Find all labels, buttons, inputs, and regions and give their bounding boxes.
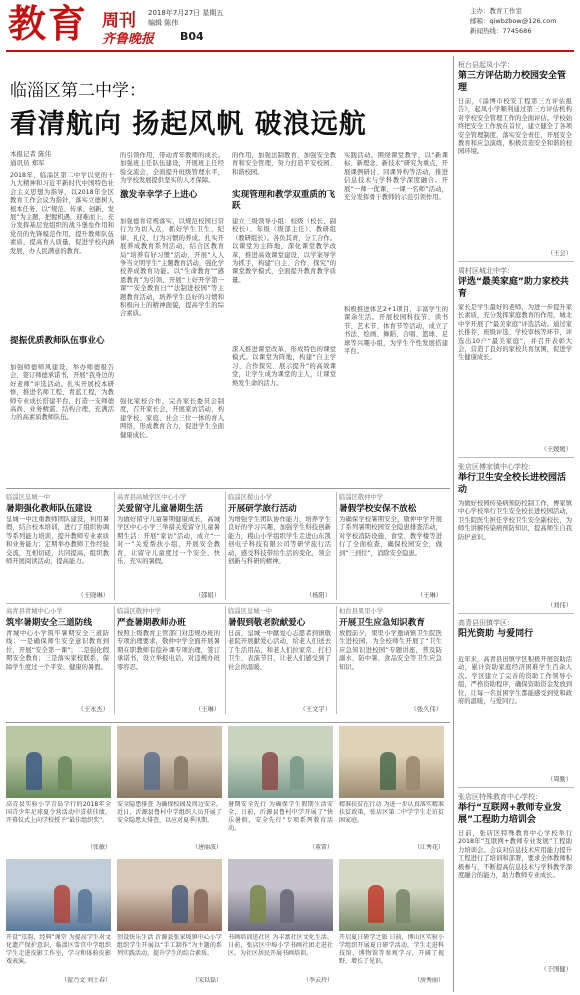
photo-figure xyxy=(396,889,410,923)
photo-credit: （李云玲） xyxy=(302,977,333,984)
news-photo xyxy=(117,726,222,798)
masthead xyxy=(0,0,580,50)
brief-author: （张久伟） xyxy=(410,706,442,713)
brief-author: （杨阳） xyxy=(305,592,331,599)
brief-item xyxy=(6,606,111,716)
photo-credit: （江秀花） xyxy=(413,844,444,851)
photo-caption: 高青县实验小学青岛学行的2018年全国青少年足球夏令营活动中喜获佳绩，开幕仪式上向学校授予“最佳组织奖”。 xyxy=(6,801,111,824)
sidebar-region: 周村区城北中学： xyxy=(458,267,514,275)
photo-caption: 开启夏日研学之旅 日前，博山区实验小学组织开展夏日研学活动，学生走进科技馆、博物馆等参观学习，开阔了视野，增长了见识。 xyxy=(339,934,444,965)
sidebar-title: 第三方评估助力校园安全管理 xyxy=(458,71,567,93)
brief-author: （王文宇） xyxy=(299,706,331,713)
brief-region: 高青县青城中心小学 xyxy=(6,608,63,615)
lead-paragraph: 加强师德师风建设，举办师德报告会、签订师德承诺书，开展“我身边的好老师”评选活动。扎实开展校本研修，推进名师工程、青蓝工程，为教师专业成长搭建平台，打造一支师德高尚、业务精湛、结构合理、充满活力的高素质教师队伍。 xyxy=(10,364,114,422)
brief-title: 开展卫生应急知识教育 xyxy=(339,618,425,628)
sidebar-author: （于国健） xyxy=(540,966,572,973)
brief-body: 按照上级教育主管部门对违规办班的专项治理要求，敬仲中学全面开展暑期在职教师有偿补课专项治理，签订承诺书，设立举报电话，对违规办班零容忍。 xyxy=(117,630,220,671)
column-rule xyxy=(225,606,226,714)
news-photo xyxy=(339,859,444,931)
brief-title: 暑假学校安保不放松 xyxy=(339,504,417,514)
brief-region: 高青县高城学区中心小学 xyxy=(117,494,187,501)
lead-paragraph: 加强德育常规落实，以规范校园日常行为为切入点，抓好学生卫生、纪律、礼仪、行为习惯的养成。扎实开展养成教育系列活动，结合区教育局“培养有好习惯”活动，开展“人人争当文明学生”主题教育活动，强化学校养成教育功能。以“生命教育”“感恩教育”为引领，开展“上好开学第一课”“安全教育日”“法制进校园”等主题教育活动，培养学生良好的习惯和积极向上的精神面貌，提高学生的综合素质。 xyxy=(120,218,224,318)
brief-region: 临淄区敬仲中学 xyxy=(117,608,162,615)
photo-figure xyxy=(26,752,42,790)
sidebar xyxy=(458,58,574,990)
column-rule xyxy=(336,606,337,714)
sidebar-body: 近年来，高青县田镇学区积极开展资助活动，累计资助家庭经济困难学生百余人次。学区建立了完善的资助工作领导小组，严格资助程序，确保资助资金发放到位，让每一名贫困学生都能感受到党和政府的温暖，与爱同行。 xyxy=(458,656,572,706)
lead-headline: 看清航向 扬起风帆 破浪远航 xyxy=(10,109,367,140)
sidebar-item xyxy=(458,460,574,616)
newspaper-logo: 齐鲁晚报 xyxy=(102,32,155,47)
photo-credit: （唐丽波） xyxy=(191,844,222,851)
sidebar-title: 阳光资助 与爱同行 xyxy=(458,629,534,639)
photo-caption: 开设“京韵、经典”课堂 为提高学生对文化遗产保护意识，临淄区雪宫中学组织学生走进皮影工作室，学习和体验皮影戏表演。 xyxy=(6,934,111,965)
brief-author: （王永杰） xyxy=(77,706,109,713)
photo-caption: 精准扶贫在行动 为进一步认真落实精准扶贫政策，张店区第二中学学生走访贫困家庭。 xyxy=(339,801,444,824)
sidebar-title: 评选“最美家庭”助力家校共育 xyxy=(458,277,569,299)
brief-title: 严查暑期教师办班 xyxy=(117,618,186,628)
lead-paragraph: 深入推进课堂改革，形成特色的课堂模式。以课堂为阵地，构建“自主学习、合作探究、展示提升”的高效课堂，让学生成为课堂的主人，让课堂焕发生命的活力。 xyxy=(232,346,336,387)
column-rule xyxy=(114,606,115,714)
page-editor: 编辑 陈伟 xyxy=(148,19,179,27)
sidebar-body: 日前，《淄博市校安工程第三方评估报告》，起凤小学顺利通过第三方评估机构对学校安全管理工作的全面评估。学校始终把安全工作放在首位，建立健全了各项安全管理制度，落实安全责任，开展安全教育和应急演练，积极营造安全和谐的校园环境。 xyxy=(458,98,572,156)
lead-subhead: 实现管理和教学双重质的飞跃 xyxy=(232,190,336,211)
host-info: 主办：教育工作室 xyxy=(470,7,522,15)
photo-figure xyxy=(368,885,384,923)
brief-author: （王琳） xyxy=(416,592,442,599)
news-photo xyxy=(339,726,444,798)
photo-figure xyxy=(194,889,208,923)
weekly-label: 周刊 xyxy=(102,11,136,31)
photo-credit: （张敏） xyxy=(86,844,111,851)
brief-body: 皇城一中注重教师团队建设，利用暑假，结合校本培训，进行了组织协调等系列能力培训，提升教师专业素质和业务能力；定期举办教师工作经验交流，互相切磋，共同提高，组织教师开展阅读活动，提高能力。 xyxy=(6,516,109,566)
photo-figure xyxy=(144,752,160,790)
section-rule xyxy=(6,722,450,723)
lead-paragraph: 强化家校合作，完善家长委员会制度，召开家长会，开展家访活动，构建学校、家庭、社会三位一体的育人网络，形成教育合力，促进学生全面健康成长。 xyxy=(120,398,224,439)
sidebar-author: （刘伟） xyxy=(546,602,572,609)
photo-figure xyxy=(78,889,92,923)
brief-author: （邵娟） xyxy=(194,592,220,599)
section-rule xyxy=(6,488,450,489)
column-rule xyxy=(225,492,226,600)
sidebar-body: 为做好校园传染病预防控制工作，傅家镇中心学校举行卫生安全校长进校园活动，卫生院医生担任学校卫生安全副校长，为师生讲解传染病预防知识，提高师生自我防护意识。 xyxy=(458,500,572,541)
photo-credit: （翟乃文 刘士春） xyxy=(61,977,111,984)
lead-paragraph: 实践活动。围绕课堂教学，以“新课标、新理念、新技术”研究为重点，开展课例研讨、同课异构等活动，推进信息技术与学科教学深度融合。开展“一师一优课、一课一名师”活动，充分发挥骨干教师的示范引领作用。 xyxy=(344,152,448,202)
column-rule xyxy=(453,56,454,992)
photo-caption: 创设快乐生活 沂源县张家坡镇中心小学组织学生开展以“手工制作”为主题的系列实践活动，提升学生的综合素质。 xyxy=(117,934,222,957)
brief-body: 为确保学校暑期安全，敬仲中学开展了系列暑期校园安全隐患排查活动，对学校消防设施、食堂、教学楼等进行了全面检查，确保校园安全，做到“三到位”，消除安全隐患。 xyxy=(339,516,442,557)
issue-date: 2018年7月27日 星期五 xyxy=(148,9,224,17)
brief-body: 为做好留守儿童暑期健康成长，高城学区中心小学三举措关爱留守儿童暑期生活：开展“家访”活动，成立“一对一”关爱帮扶小组，开展安全教育，让留守儿童度过一个安全、快乐、充实的暑假。 xyxy=(117,516,220,566)
lead-paragraph: 2018年，临淄区第二中学以党的十九大精神和习近平新时代中国特色社会主义思想为指导，以2018年全区教育工作会议为指针，落实立德树人根本任务，以“规范、传承、创新、发展”为主题，把握机遇，迎难而上，充分发挥基层党组织的战斗堡垒作用和党员的先锋模范作用，提升教师队伍素质，提高育人质量，促进学校内涵发展，办人民满意的教育。 xyxy=(10,172,114,255)
brief-author: （王晓琳） xyxy=(77,592,109,599)
photo-caption: 暑期安全先行 为确保学生假期生活安全，日前，沂源县鲁村中学开展了“快乐暑假，安全先行”专项系列教育活动。 xyxy=(228,801,333,832)
sidebar-author: （王媛媛） xyxy=(540,446,572,453)
lead-subhead: 提振优质教师队伍事业心 xyxy=(10,336,105,346)
photo-caption: 书画培训送社区 为丰富社区文化生活，日前，张店区中埠小学书画社团走进社区，为社区居民开展书画培训。 xyxy=(228,934,333,957)
hotline-info: 新闻热线：7745686 xyxy=(470,27,532,35)
photo-figure xyxy=(280,889,294,923)
column-rule xyxy=(336,492,337,600)
brief-region: 临淄区皇城一中 xyxy=(6,494,51,501)
brief-item xyxy=(228,606,333,716)
photo-caption: 安全隐患排查 为确保校园及周边安全，近日，沂源县鲁村中学组织人员开展了安全隐患大排查，以应对夏季汛期。 xyxy=(117,801,222,824)
news-photo xyxy=(228,726,333,798)
photo-figure xyxy=(262,752,278,790)
news-photo xyxy=(6,859,111,931)
photo-credit: （宋以磊） xyxy=(191,977,222,984)
lead-kicker: 临淄区第二中学： xyxy=(10,81,146,101)
email-info: 邮箱：qiwbzbow@126.com xyxy=(470,17,557,25)
sidebar-title: 举行卫生安全校长进校园活动 xyxy=(458,473,567,495)
lead-paragraph: 的引领作用，带动青年教师的成长。加强班主任队伍建设，开展班主任经验交流会，全面提升班级管理水平，为学校发展提供坚实的人才保障。 xyxy=(120,152,224,185)
brief-item xyxy=(6,492,111,602)
photo-figure xyxy=(250,885,266,923)
photo-figure xyxy=(54,885,70,923)
byline-correspondent: 通讯员 郑军 xyxy=(10,159,45,167)
brief-body: 日前，皇城一中献爱心志愿者到镇敬老院开展献爱心活动，给老人们送去了生活用品，和老人们拉家常、打扫卫生、表演节目，让老人们感受到了社会的温暖。 xyxy=(228,630,331,671)
brief-item xyxy=(339,492,444,602)
lead-paragraph: 建立三级领导小组：校级（校长、副校长）、年级（级部主任）、教研组（教研组长）。各负其责，分工合作。以课堂为主阵地，深化课堂教学改革，推进高效课堂建设，以学案导学为抓手，构建“自主、合作、探究”的课堂教学模式，全面提升教育教学质量。 xyxy=(232,218,336,284)
lead-paragraph: 积极推进体艺2+1项目，丰富学生的课余生活。开展校园科技节、读书节、艺术节、体育节等活动，成立了书法、绘画、舞蹈、合唱、篮球、足球等兴趣小组，为学生个性发展搭建平台。 xyxy=(344,306,448,356)
brief-title: 暑期强化教师队伍建设 xyxy=(6,504,92,514)
masthead-rule xyxy=(6,50,574,52)
brief-body: 青城中心小学筑牢暑期安全三道防线：一是确保师生安全意识教育到位，开展“安全第一课”；二是强化假期安全教育；三是落实家校联系，保障学生度过一个平安、健康的暑假。 xyxy=(6,630,109,671)
photo-figure xyxy=(58,756,72,790)
section-name: 教育 xyxy=(8,1,89,46)
brief-region: 桓台县果里小学 xyxy=(339,608,384,615)
section-rule xyxy=(458,787,574,788)
section-rule xyxy=(458,261,574,262)
section-rule xyxy=(458,613,574,614)
sidebar-item xyxy=(458,790,574,980)
news-photo xyxy=(228,859,333,931)
brief-body: 放假前夕，果里小学邀请镇卫生院医生进校园，为全校师生开展了“卫生应急知识进校园”专题讲座，普及防溺水、防中暑、食品安全等卫生应急知识。 xyxy=(339,630,442,671)
byline-reporter: 本报记者 陈伟 xyxy=(10,150,52,158)
sidebar-item xyxy=(458,58,574,264)
photo-figure xyxy=(406,756,420,790)
sidebar-author: （王会） xyxy=(546,250,572,257)
section-rule xyxy=(6,603,450,604)
column-rule xyxy=(114,492,115,600)
section-rule xyxy=(458,457,574,458)
sidebar-author: （周勤） xyxy=(546,776,572,783)
brief-item xyxy=(117,606,222,716)
photo-figure xyxy=(380,752,396,790)
photo-grid xyxy=(6,726,450,992)
sidebar-item xyxy=(458,616,574,790)
brief-title: 开展研学旅行活动 xyxy=(228,504,297,514)
photo-credit: （房秀丽） xyxy=(413,977,444,984)
brief-item xyxy=(117,492,222,602)
sidebar-region: 张店区傅家镇中心学校： xyxy=(458,463,535,471)
brief-author: （王琳） xyxy=(194,706,220,713)
lead-paragraph: 的作用，加强法制教育，加强安全教育和安全管理，努力打造平安校园、和谐校园。 xyxy=(232,152,336,176)
brief-item xyxy=(228,492,333,602)
page-number: B04 xyxy=(180,30,204,43)
brief-title: 暑假到敬老院献爱心 xyxy=(228,618,306,628)
news-photo xyxy=(6,726,111,798)
sidebar-region: 桓台县起凤小学： xyxy=(458,61,514,69)
sidebar-item xyxy=(458,264,574,460)
photo-figure xyxy=(172,885,188,923)
brief-item xyxy=(339,606,444,716)
photo-credit: （董雷） xyxy=(308,844,333,851)
sidebar-region: 高青县田镇学区： xyxy=(458,619,514,627)
sidebar-body: 家长是学生最好的老师，为进一步提升家长素质，充分发挥家庭教育的作用，城北中学开展了“最美家庭”评选活动。通过家长推荐、班级评选、学校审核等环节，评选出10户“最美家庭”，并召开表彰大会，营造了良好的家校共育氛围，促进学生健康成长。 xyxy=(458,304,572,362)
sidebar-region: 张店区特殊教育中心学校： xyxy=(458,793,542,801)
lead-subhead: 激发幸幸学子上进心 xyxy=(120,190,198,200)
sidebar-body: 日前，张店区特殊教育中心学校举行2018年“互联网+教师专业发展”工程助力培训会。会议对信息技术应用能力提升工程进行了培训和部署，要求全体教师积极参与，不断提高信息技术与学科教学深度融合的能力，助力教师专业成长。 xyxy=(458,830,572,880)
photo-figure xyxy=(174,756,188,790)
brief-region: 临淄区稷山小学 xyxy=(228,494,273,501)
news-photo xyxy=(117,859,222,931)
brief-region: 临淄区皇城一中 xyxy=(228,608,273,615)
brief-title: 关爱留守儿童暑期生活 xyxy=(117,504,203,514)
news-briefs xyxy=(6,492,450,718)
brief-region: 临淄区敬仲中学 xyxy=(339,494,384,501)
sidebar-title: 举行“互联网+教师专业发展”工程助力培训会 xyxy=(458,803,562,825)
brief-body: 为增强学生团队协作能力，培养学生良好的学习兴趣，加强学生科技创新能力，稷山小学组织学生走进山东凯创电子科技有限公司等研学旅行活动，感受科技带给生活的变化，领会创新与科研的精神。 xyxy=(228,516,331,566)
brief-title: 筑牢暑期安全三道防线 xyxy=(6,618,92,628)
photo-figure xyxy=(290,756,304,790)
